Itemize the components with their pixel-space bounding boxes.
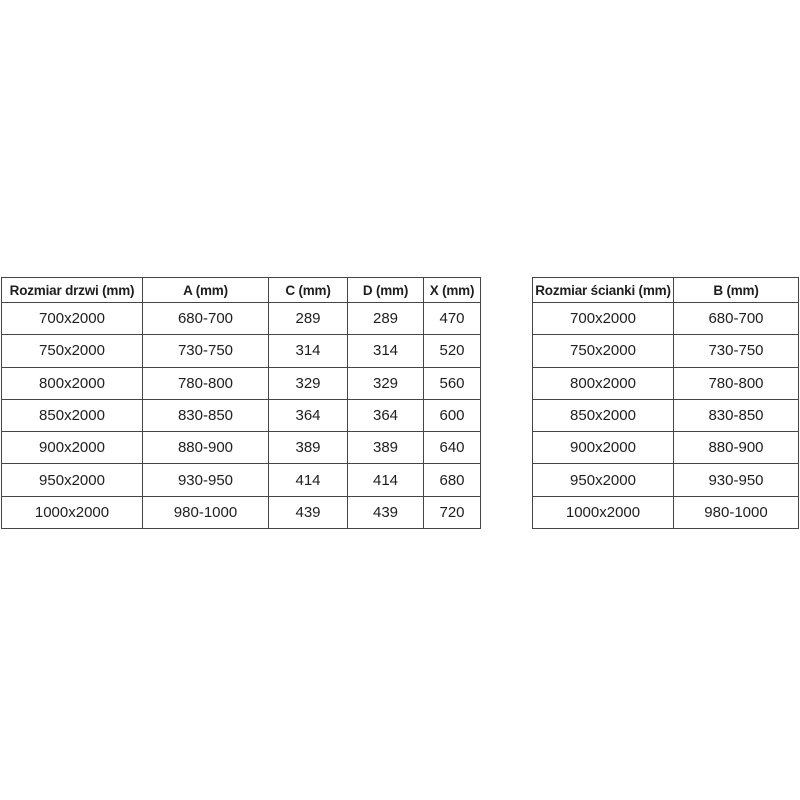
table-cell: 414 [348,464,424,496]
table-row [533,464,799,496]
column-header: C (mm) [269,278,348,303]
table-cell: 389 [348,432,424,464]
table-cell: 680-700 [143,303,269,335]
table-cell: 329 [348,367,424,399]
table-cell: 439 [348,496,424,528]
table-cell: 389 [269,432,348,464]
table-cell: 930-950 [143,464,269,496]
table-cell: 980-1000 [143,496,269,528]
table-cell: 800x2000 [2,367,143,399]
table-row [533,335,799,367]
wall-table-header [533,278,799,303]
table-cell: 364 [348,399,424,431]
table-cell: 880-900 [143,432,269,464]
table-cell: 700x2000 [2,303,143,335]
table-cell: 950x2000 [2,464,143,496]
table-row [2,367,481,399]
table-cell: 414 [269,464,348,496]
column-header: D (mm) [348,278,424,303]
table-cell: 680 [424,464,481,496]
table-cell: 850x2000 [533,399,674,431]
table-cell: 314 [269,335,348,367]
table-cell: 640 [424,432,481,464]
column-header: Rozmiar ścianki (mm) [533,278,674,303]
table-cell: 750x2000 [533,335,674,367]
column-header: A (mm) [143,278,269,303]
table-cell: 950x2000 [533,464,674,496]
table-cell: 880-900 [674,432,799,464]
table-cell: 314 [348,335,424,367]
table-row [2,432,481,464]
table-cell: 850x2000 [2,399,143,431]
column-header: X (mm) [424,278,481,303]
table-row [533,303,799,335]
table-cell: 930-950 [674,464,799,496]
table-cell: 700x2000 [533,303,674,335]
table-row [533,399,799,431]
table-cell: 980-1000 [674,496,799,528]
header-row [533,278,799,303]
table-cell: 830-850 [674,399,799,431]
table-cell: 830-850 [143,399,269,431]
table-cell: 680-700 [674,303,799,335]
wall-dimensions-table [532,277,799,529]
column-header: B (mm) [674,278,799,303]
table-cell: 289 [348,303,424,335]
table-cell: 520 [424,335,481,367]
table-cell: 720 [424,496,481,528]
table-cell: 800x2000 [533,367,674,399]
table-cell: 900x2000 [2,432,143,464]
table-cell: 730-750 [674,335,799,367]
table-row [2,399,481,431]
table-cell: 470 [424,303,481,335]
table-cell: 730-750 [143,335,269,367]
table-row [2,335,481,367]
table-cell: 560 [424,367,481,399]
table-cell: 329 [269,367,348,399]
table-cell: 1000x2000 [2,496,143,528]
table-cell: 900x2000 [533,432,674,464]
table-cell: 439 [269,496,348,528]
table-cell: 780-800 [674,367,799,399]
table-row [2,496,481,528]
table-cell: 780-800 [143,367,269,399]
door-table-header [2,278,481,303]
wall-table-body [533,303,799,529]
table-row [533,367,799,399]
table-cell: 750x2000 [2,335,143,367]
table-row [533,496,799,528]
table-cell: 600 [424,399,481,431]
header-row [2,278,481,303]
table-cell: 289 [269,303,348,335]
table-row [533,432,799,464]
table-row [2,303,481,335]
table-row [2,464,481,496]
door-dimensions-table [1,277,481,529]
column-header: Rozmiar drzwi (mm) [2,278,143,303]
table-cell: 364 [269,399,348,431]
table-cell: 1000x2000 [533,496,674,528]
door-table-body [2,303,481,529]
